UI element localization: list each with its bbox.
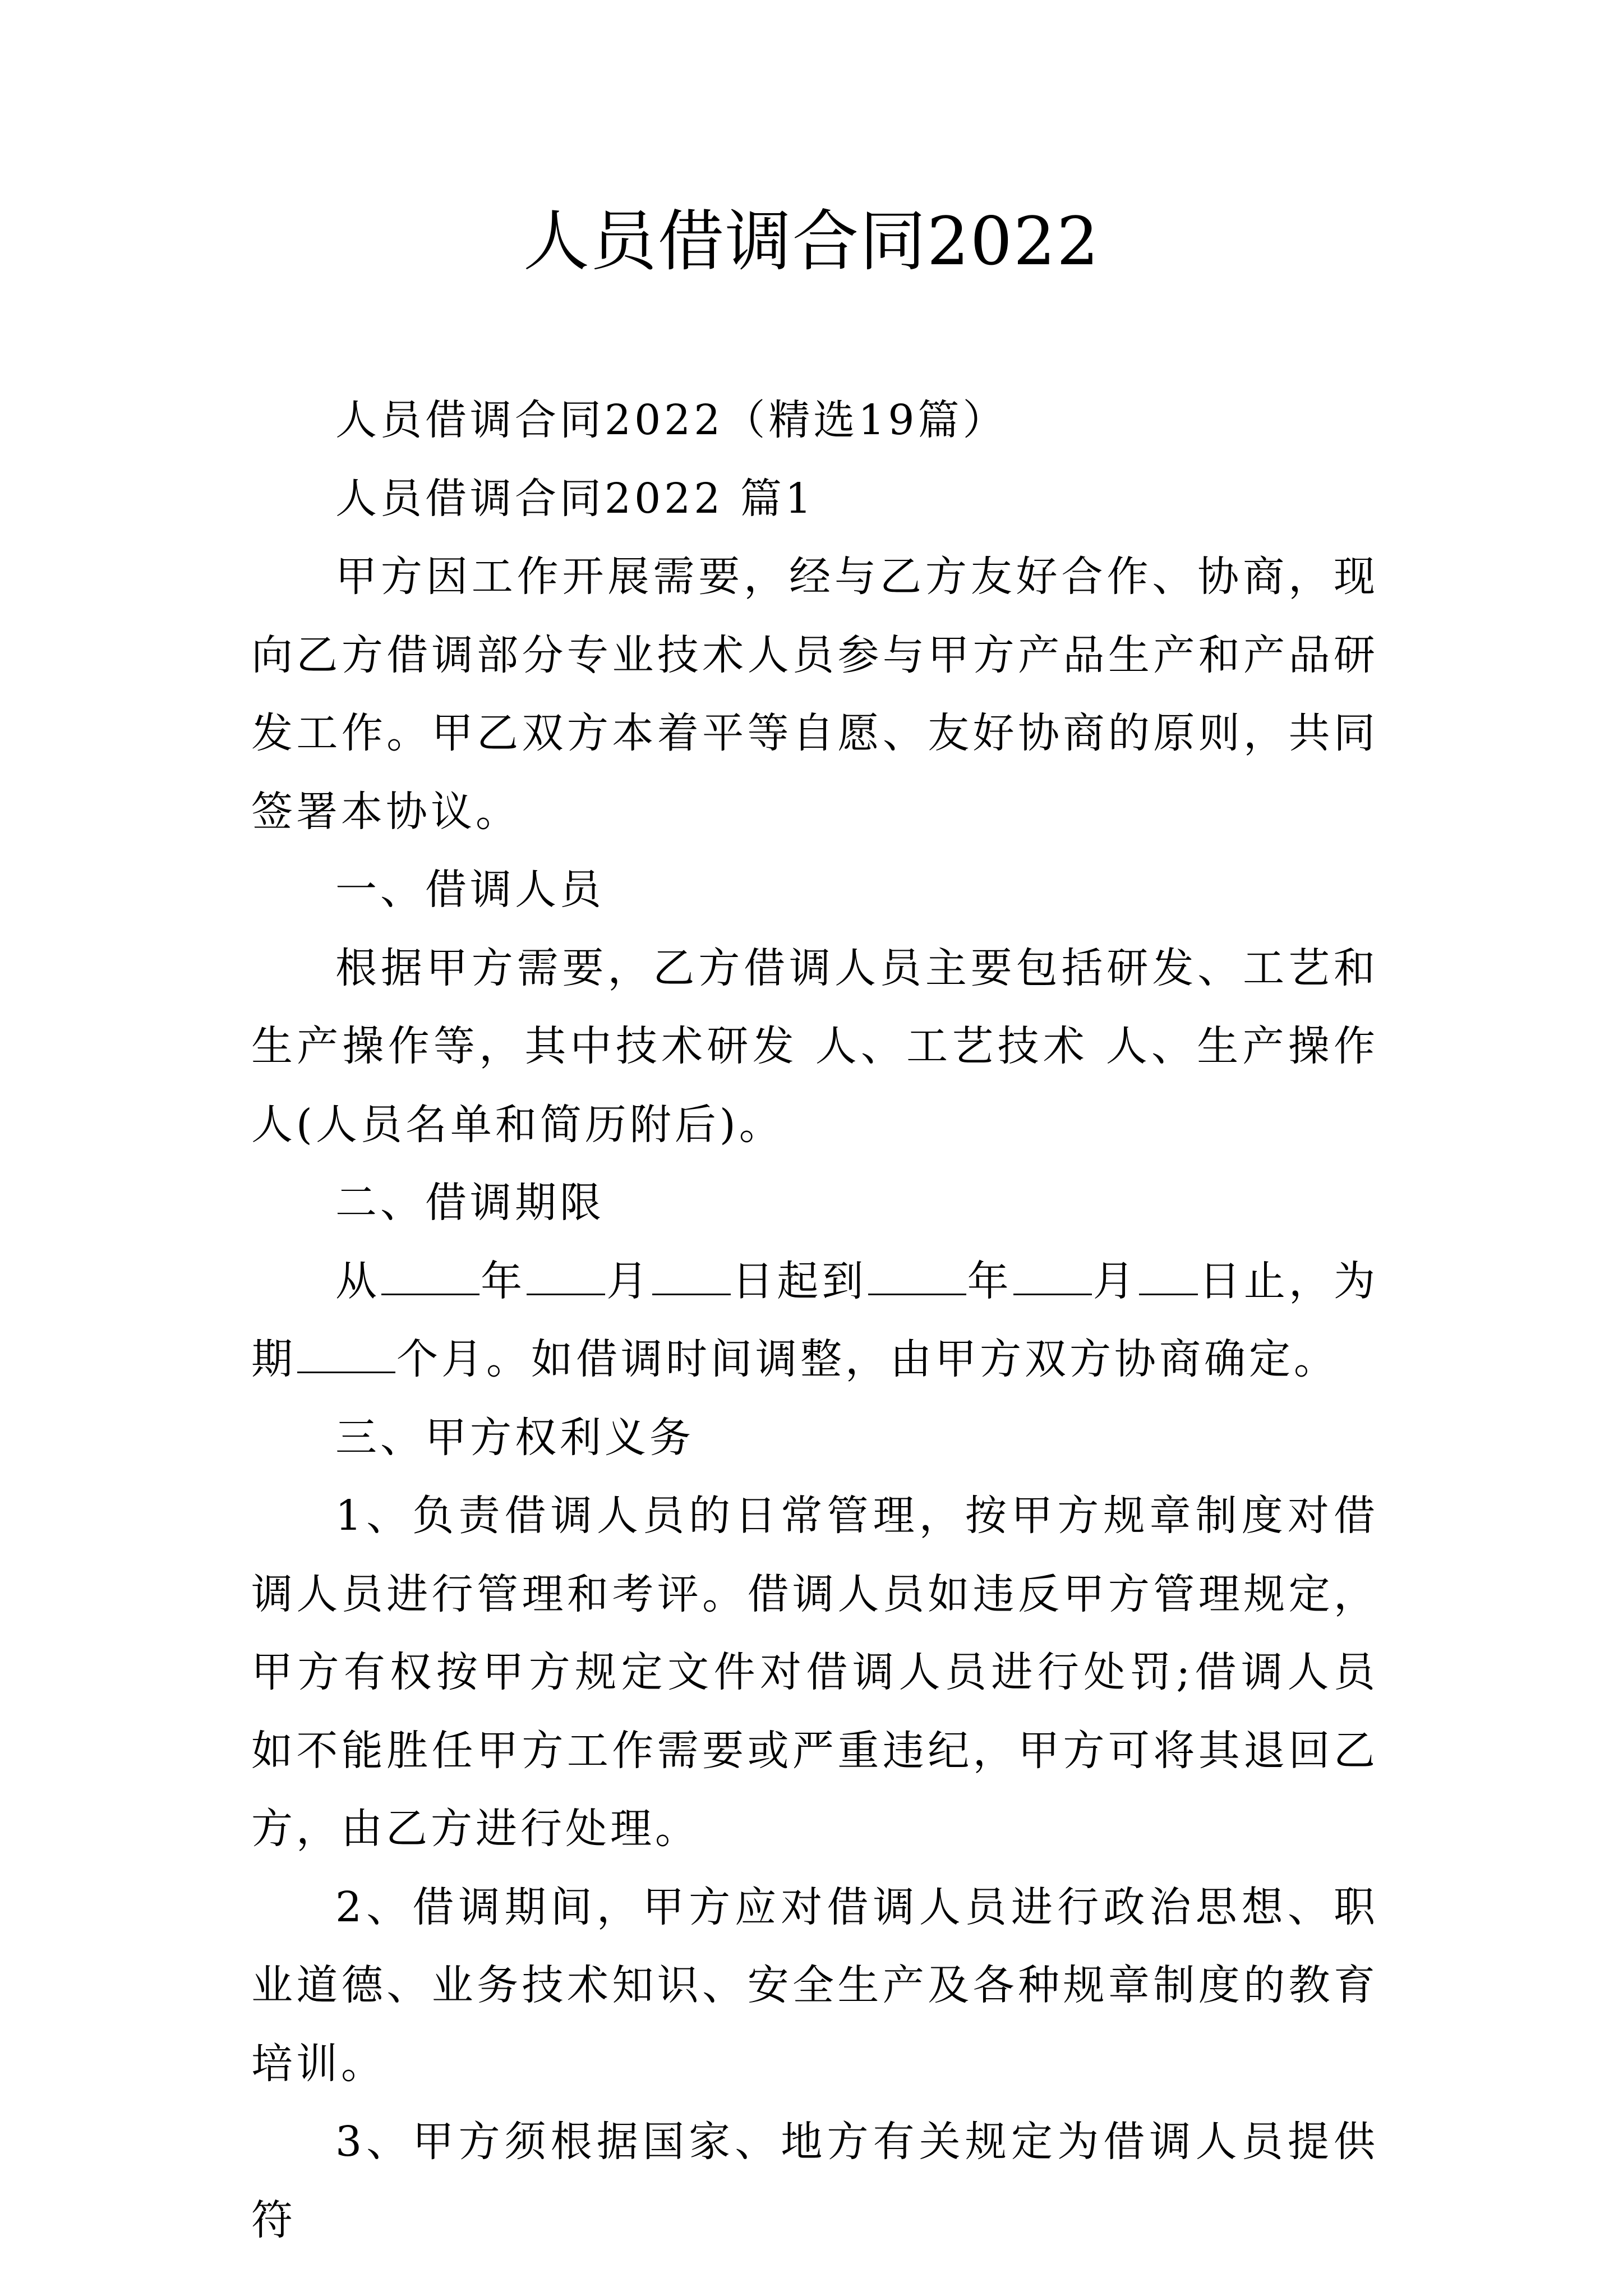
- item-3: 3、甲方须根据国家、地方有关规定为借调人员提供符: [251, 2118, 1378, 2244]
- section-title: 人员借调合同2022 篇1: [335, 474, 815, 523]
- term-period-pre: 为期: [251, 1257, 1379, 1383]
- intro-paragraph: 甲方因工作开展需要，经与乙方友好合作、协商，现向乙方借调部分专业技术人员参与甲方产品生产和产品研发工作。甲乙双方本着平等自愿、友好协商的原则，共同签署本协议。: [251, 553, 1378, 836]
- blank-period-months: [297, 1371, 395, 1373]
- blank-start-month: [527, 1293, 605, 1295]
- document-title: 人员借调合同2022: [523, 203, 1100, 280]
- subtitle: 人员借调合同2022（精选19篇）: [335, 396, 1008, 444]
- blank-end-month: [1013, 1293, 1092, 1295]
- term-year: 年: [481, 1257, 526, 1305]
- term-month: 月: [606, 1257, 652, 1305]
- term-day-end: 日止，: [1198, 1257, 1334, 1305]
- item-1: 1、负责借调人员的日常管理，按甲方规章制度对借调人员进行管理和考评。借调人员如违反甲方管理规定，甲方有权按甲方规定文件对借调人员进行处罚;借调人员如不能胜任甲方工作需要或严重违纪，甲方可将其退回乙方，由乙方进行处理。: [251, 1492, 1378, 1853]
- blank-end-year: [868, 1293, 966, 1295]
- document-body: [251, 381, 1378, 2260]
- blank-end-day: [1139, 1293, 1198, 1295]
- heading-party-a-rights: 三、甲方权利义务: [335, 1413, 694, 1462]
- term-day-start: 日起到: [732, 1257, 867, 1305]
- blank-start-year: [381, 1293, 479, 1295]
- blank-start-day: [652, 1293, 731, 1295]
- term-from: 从: [335, 1257, 381, 1305]
- item-2: 2、借调期间，甲方应对借调人员进行政治思想、职业道德、业务技术知识、安全生产及各种规章制度的教育培训。: [251, 1883, 1378, 2088]
- term-period-post: 个月。如借调时间调整，由甲方双方协商确定。: [396, 1335, 1339, 1383]
- paragraph-term: [251, 1243, 1378, 1399]
- paragraph-personnel: 根据甲方需要，乙方借调人员主要包括研发、工艺和生产操作等，其中技术研发 人、工艺技术 人、生产操作 人(人员名单和简历附后)。: [251, 944, 1378, 1149]
- heading-borrow-term: 二、借调期限: [335, 1179, 605, 1227]
- term-month2: 月: [1092, 1257, 1138, 1305]
- term-year2: 年: [967, 1257, 1012, 1305]
- heading-borrowed-personnel: 一、借调人员: [335, 866, 605, 914]
